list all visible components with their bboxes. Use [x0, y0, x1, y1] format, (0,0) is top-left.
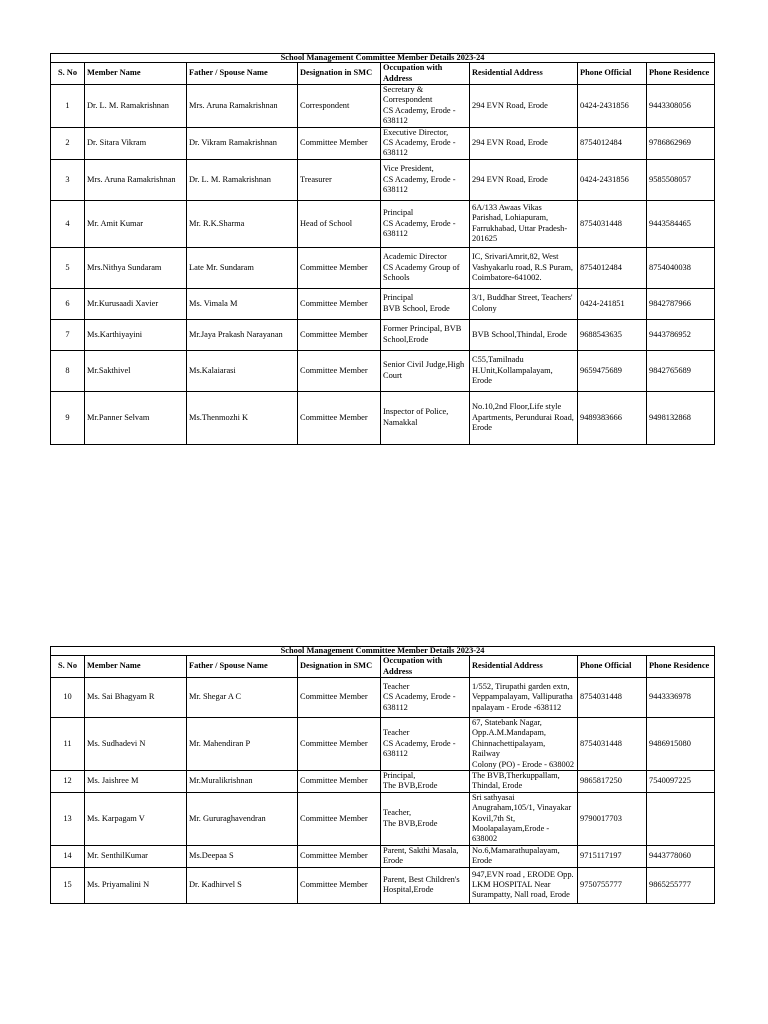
cell-father-spouse: Dr. Kadhirvel S	[187, 867, 298, 903]
cell-residential-address: 67, Statebank Nagar, Opp.A.M.Mandapam, Chinnachettipalayam, Railway Colony (PO) - Erode - 638002	[470, 718, 578, 771]
header-row	[51, 656, 715, 678]
header-sno: S. No	[51, 656, 85, 678]
table-row	[51, 288, 715, 319]
cell-occupation: Secretary & Correspondent CS Academy, Erode - 638112	[381, 85, 470, 128]
cell-sno: 6	[51, 288, 85, 319]
cell-father-spouse: Mr. R.K.Sharma	[187, 200, 298, 247]
cell-phone-official: 9750755777	[578, 867, 647, 903]
cell-phone-residence: 9842765689	[647, 350, 715, 391]
cell-occupation: Teacher CS Academy, Erode - 638112	[381, 678, 470, 718]
cell-phone-residence: 9443778060	[647, 845, 715, 867]
cell-residential-address: Sri sathyasai Anugraham,105/1, Vinayakar Kovil,7th St, Moolapalayam,Erode - 638002	[470, 792, 578, 845]
header-phone-official: Phone Official	[578, 656, 647, 678]
header-occupation: Occupation with Address	[381, 63, 470, 85]
table-row	[51, 771, 715, 793]
cell-designation: Committee Member	[298, 350, 381, 391]
cell-occupation: Academic Director CS Academy Group of Schools	[381, 247, 470, 288]
cell-residential-address: 294 EVN Road, Erode	[470, 127, 578, 159]
cell-father-spouse: Mr. Mahendiran P	[187, 718, 298, 771]
cell-member-name: Mr.Sakthivel	[85, 350, 187, 391]
cell-sno: 1	[51, 85, 85, 128]
cell-member-name: Ms.Karthiyayini	[85, 319, 187, 350]
cell-father-spouse: Ms.Thenmozhi K	[187, 391, 298, 444]
cell-father-spouse: Ms.Kalaiarasi	[187, 350, 298, 391]
table-row	[51, 718, 715, 771]
cell-designation: Committee Member	[298, 792, 381, 845]
cell-member-name: Mrs. Aruna Ramakrishnan	[85, 159, 187, 200]
cell-father-spouse: Ms.Deepaa S	[187, 845, 298, 867]
table-row	[51, 867, 715, 903]
table-title: School Management Committee Member Details 2023-24	[51, 647, 715, 656]
cell-designation: Committee Member	[298, 867, 381, 903]
cell-phone-official: 9688543635	[578, 319, 647, 350]
header-member-name: Member Name	[85, 63, 187, 85]
cell-phone-official: 0424-2431856	[578, 85, 647, 128]
cell-phone-official: 8754031448	[578, 200, 647, 247]
cell-designation: Head of School	[298, 200, 381, 247]
header-designation: Designation in SMC	[298, 63, 381, 85]
cell-member-name: Ms. Sai Bhagyam R	[85, 678, 187, 718]
smc-table-1	[50, 53, 715, 445]
cell-phone-residence	[647, 792, 715, 845]
header-residential-address: Residential Address	[470, 63, 578, 85]
header-sno: S. No	[51, 63, 85, 85]
cell-phone-official: 9865817250	[578, 771, 647, 793]
header-phone-official: Phone Official	[578, 63, 647, 85]
cell-sno: 10	[51, 678, 85, 718]
cell-residential-address: 6A/133 Awaas Vikas Parishad, Lohiapuram, Farrukhabad, Uttar Pradesh- 201625	[470, 200, 578, 247]
cell-occupation: Principal BVB School, Erode	[381, 288, 470, 319]
cell-designation: Committee Member	[298, 319, 381, 350]
cell-sno: 9	[51, 391, 85, 444]
cell-member-name: Mrs.Nithya Sundaram	[85, 247, 187, 288]
cell-phone-residence: 9842787966	[647, 288, 715, 319]
cell-occupation: Parent, Best Children's Hospital,Erode	[381, 867, 470, 903]
header-residential-address: Residential Address	[470, 656, 578, 678]
cell-occupation: Senior Civil Judge,High Court	[381, 350, 470, 391]
header-father-spouse: Father / Spouse Name	[187, 656, 298, 678]
cell-member-name: Dr. L. M. Ramakrishnan	[85, 85, 187, 128]
cell-occupation: Executive Director, CS Academy, Erode - 638112	[381, 127, 470, 159]
cell-residential-address: 947,EVN road , ERODE Opp. LKM HOSPITAL Near Surampatty, Nall road, Erode	[470, 867, 578, 903]
cell-sno: 13	[51, 792, 85, 845]
cell-member-name: Ms. Karpagam V	[85, 792, 187, 845]
cell-phone-official: 9489383666	[578, 391, 647, 444]
cell-phone-official: 8754012484	[578, 127, 647, 159]
cell-phone-residence: 9443584465	[647, 200, 715, 247]
cell-residential-address: No.10,2nd Floor,Life style Apartments, Perundurai Road, Erode	[470, 391, 578, 444]
cell-father-spouse: Mr.Jaya Prakash Narayanan	[187, 319, 298, 350]
table-row	[51, 200, 715, 247]
cell-residential-address: No.6,Mamarathupalayam, Erode	[470, 845, 578, 867]
cell-father-spouse: Ms. Vimala M	[187, 288, 298, 319]
cell-occupation: Vice President, CS Academy, Erode - 638112	[381, 159, 470, 200]
smc-table-sheet-2	[50, 646, 714, 904]
cell-phone-residence: 9585508057	[647, 159, 715, 200]
smc-table-sheet-1	[50, 53, 714, 445]
cell-member-name: Mr.Panner Selvam	[85, 391, 187, 444]
cell-member-name: Ms. Sudhadevi N	[85, 718, 187, 771]
table-row	[51, 127, 715, 159]
header-father-spouse: Father / Spouse Name	[187, 63, 298, 85]
cell-residential-address: C55,Tamilnadu H.Unit,Kollampalayam, Erode	[470, 350, 578, 391]
cell-phone-residence: 9486915080	[647, 718, 715, 771]
cell-sno: 3	[51, 159, 85, 200]
cell-designation: Correspondent	[298, 85, 381, 128]
cell-designation: Committee Member	[298, 718, 381, 771]
cell-father-spouse: Dr. L. M. Ramakrishnan	[187, 159, 298, 200]
cell-member-name: Mr.Kurusaadi Xavier	[85, 288, 187, 319]
table-row	[51, 159, 715, 200]
cell-father-spouse: Mr.Muralikrishnan	[187, 771, 298, 793]
cell-residential-address: 3/1, Buddhar Street, Teachers' Colony	[470, 288, 578, 319]
cell-residential-address: 1/552, Tirupathi garden extn, Veppampalayam, Vallipuratha npalayam - Erode -638112	[470, 678, 578, 718]
cell-designation: Committee Member	[298, 288, 381, 319]
table-row	[51, 391, 715, 444]
cell-residential-address: IC, SrivariAmrit,82, West Vashyakarlu road, R.S Puram, Coimbatore-641002.	[470, 247, 578, 288]
cell-occupation: Teacher CS Academy, Erode - 638112	[381, 718, 470, 771]
table-row	[51, 845, 715, 867]
cell-phone-residence: 9865255777	[647, 867, 715, 903]
cell-phone-official: 8754031448	[578, 678, 647, 718]
cell-designation: Committee Member	[298, 845, 381, 867]
cell-designation: Committee Member	[298, 247, 381, 288]
cell-occupation: Parent, Sakthi Masala, Erode	[381, 845, 470, 867]
cell-phone-official: 9715117197	[578, 845, 647, 867]
cell-sno: 12	[51, 771, 85, 793]
header-phone-residence: Phone Residence	[647, 63, 715, 85]
table-title: School Management Committee Member Details 2023-24	[51, 54, 715, 63]
cell-member-name: Ms. Jaishree M	[85, 771, 187, 793]
cell-designation: Committee Member	[298, 127, 381, 159]
cell-phone-residence: 7540097225	[647, 771, 715, 793]
header-phone-residence: Phone Residence	[647, 656, 715, 678]
cell-sno: 14	[51, 845, 85, 867]
cell-member-name: Mr. SenthilKumar	[85, 845, 187, 867]
header-occupation: Occupation with Address	[381, 656, 470, 678]
cell-phone-residence: 9498132868	[647, 391, 715, 444]
cell-sno: 2	[51, 127, 85, 159]
header-designation: Designation in SMC	[298, 656, 381, 678]
cell-occupation: Inspector of Police, Namakkal	[381, 391, 470, 444]
table-row	[51, 247, 715, 288]
cell-residential-address: 294 EVN Road, Erode	[470, 159, 578, 200]
cell-phone-residence: 9443308056	[647, 85, 715, 128]
cell-occupation: Teacher, The BVB,Erode	[381, 792, 470, 845]
table-row	[51, 85, 715, 128]
cell-phone-residence: 8754040038	[647, 247, 715, 288]
cell-father-spouse: Dr. Vikram Ramakrishnan	[187, 127, 298, 159]
cell-sno: 11	[51, 718, 85, 771]
cell-phone-residence: 9786862969	[647, 127, 715, 159]
cell-phone-official: 8754012484	[578, 247, 647, 288]
cell-father-spouse: Mrs. Aruna Ramakrishnan	[187, 85, 298, 128]
cell-designation: Committee Member	[298, 771, 381, 793]
cell-designation: Committee Member	[298, 391, 381, 444]
cell-sno: 4	[51, 200, 85, 247]
cell-phone-official: 0424-2431856	[578, 159, 647, 200]
cell-sno: 8	[51, 350, 85, 391]
header-row	[51, 63, 715, 85]
cell-occupation: Principal CS Academy, Erode - 638112	[381, 200, 470, 247]
cell-residential-address: The BVB,Therkuppallam, Thindal, Erode	[470, 771, 578, 793]
cell-father-spouse: Mr. Gururaghavendran	[187, 792, 298, 845]
cell-residential-address: 294 EVN Road, Erode	[470, 85, 578, 128]
cell-phone-official: 8754031448	[578, 718, 647, 771]
cell-occupation: Former Principal, BVB School,Erode	[381, 319, 470, 350]
cell-sno: 15	[51, 867, 85, 903]
cell-member-name: Dr. Sitara Vikram	[85, 127, 187, 159]
cell-phone-residence: 9443786952	[647, 319, 715, 350]
table-row	[51, 792, 715, 845]
cell-occupation: Principal, The BVB,Erode	[381, 771, 470, 793]
cell-father-spouse: Mr. Shegar A C	[187, 678, 298, 718]
cell-designation: Treasurer	[298, 159, 381, 200]
smc-table-2	[50, 646, 715, 904]
cell-phone-official: 0424-241851	[578, 288, 647, 319]
table-row	[51, 678, 715, 718]
cell-phone-official: 9659475689	[578, 350, 647, 391]
table-row	[51, 350, 715, 391]
cell-member-name: Ms. Priyamalini N	[85, 867, 187, 903]
cell-sno: 5	[51, 247, 85, 288]
cell-residential-address: BVB School,Thindal, Erode	[470, 319, 578, 350]
table-row	[51, 319, 715, 350]
cell-sno: 7	[51, 319, 85, 350]
cell-father-spouse: Late Mr. Sundaram	[187, 247, 298, 288]
header-member-name: Member Name	[85, 656, 187, 678]
cell-member-name: Mr. Amit Kumar	[85, 200, 187, 247]
cell-phone-residence: 9443336978	[647, 678, 715, 718]
cell-designation: Committee Member	[298, 678, 381, 718]
cell-phone-official: 9790017703	[578, 792, 647, 845]
